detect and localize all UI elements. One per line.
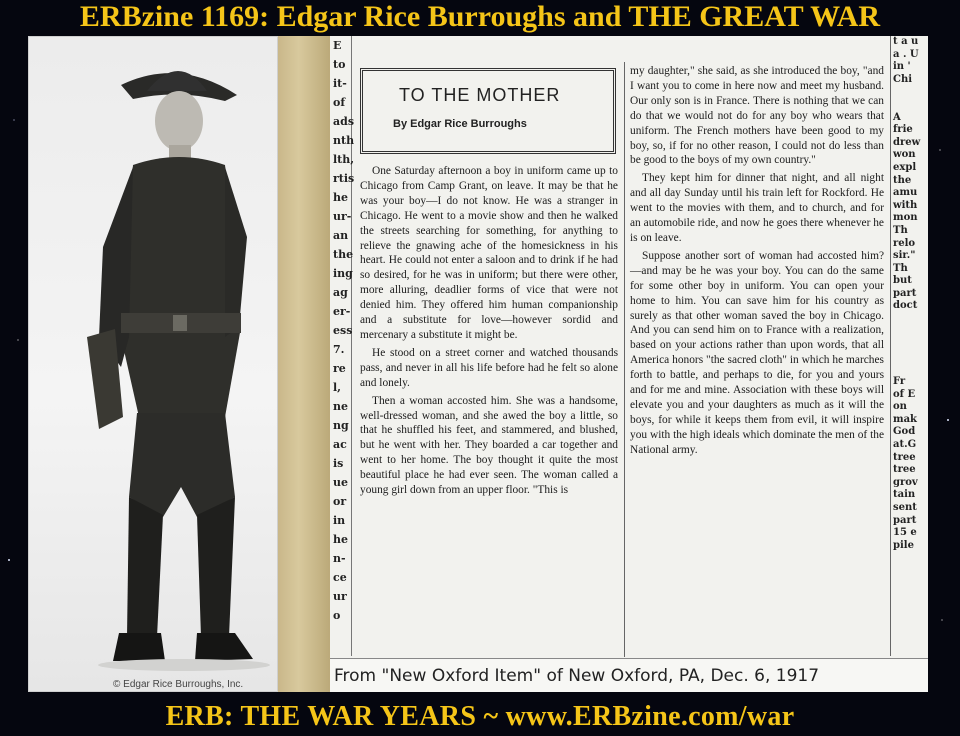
soldier-portrait-photo [28,36,278,692]
column-fragment: ag [333,286,348,299]
column-fragment: E [333,39,342,52]
column-fragment: ur- [333,210,352,223]
column-fragment: nth [333,134,355,147]
column-fragment: ur [333,590,347,603]
decorative-parchment-strip [278,36,330,692]
column-fragment: tain [893,489,916,501]
column-fragment: part [893,514,917,526]
newspaper-clipping [330,36,928,692]
column-fragment: a . U [893,48,919,60]
column-fragment: Th [893,262,908,274]
column-fragment: Th [893,224,908,236]
paragraph: my daughter," she said, as she introduced the boy, "and I want you to come in here now and meet my husband. Our only son is in France. There is nothing that we can do that we would not do for any boy who wears that uniform. The French mothers have been good to my boy, so, if for no other reason, I could not do less than be good to the boys of my own country." [630,65,884,167]
column-fragment: o [333,609,341,622]
paragraph: They kept him for dinner that night, and all night and all day Sunday until his train left for Rockford. He went to the movies with them, and to church, and for an automobile ride, and now he goes there whenever he is on leave. [630,172,884,244]
column-fragment: ce [333,571,347,584]
column-fragment: tree [893,464,916,476]
column-fragment [893,338,928,351]
column-fragment: ac [333,438,347,451]
paragraph: Then a woman accosted him. She was a handsome, well-dressed woman, and she awed the boy a little, so that he shuffled his feet, and stammered, and blushed, but he went with her. They boarded a car together and went to her home. The boy thought it quite the most beautiful place he had ever seen. The woman called a young girl down from an upper floor. "This is [360,394,618,497]
column-fragment: drew [893,136,921,148]
column-fragment: rtis [333,172,355,185]
column-fragment: in ' [893,61,911,73]
column-rule [890,36,891,656]
column-fragment: 15 e [893,527,917,539]
column-fragment [893,86,928,99]
column-fragment: amu [893,187,918,199]
soldier-silhouette [29,37,279,693]
column-fragment: God [893,426,916,438]
column-fragment: 7. [333,343,345,356]
column-fragment: pile [893,539,914,551]
column-fragment: A [893,111,901,123]
column-fragment: on [893,401,907,413]
photo-copyright-credit: © Edgar Rice Burroughs, Inc. [113,679,244,690]
column-fragment: ess [333,324,353,337]
column-fragment: doct [893,300,918,312]
column-fragment: ue [333,476,348,489]
article-column-1 [360,164,618,501]
paragraph: He stood on a street corner and watched thousands pass, and never in all his life before had he felt so alone and lonely. [360,346,618,389]
column-fragment [893,313,928,326]
column-fragment: but [893,275,912,287]
article-headline-box [360,68,616,154]
column-fragment: ads [333,115,355,128]
column-fragment: t a u [893,36,919,47]
footer-banner: ERB: THE WAR YEARS ~ www.ERBzine.com/war [165,701,795,732]
article-byline: By Edgar Rice Burroughs [393,118,527,130]
column-fragment: is [333,457,344,470]
column-fragment: Chi [893,73,913,85]
article-title: TO THE MOTHER [399,85,561,105]
column-fragment: an [333,229,349,242]
left-column-fragments [330,36,355,656]
column-fragment: n- [333,552,346,565]
column-fragment: he [333,533,348,546]
column-fragment: lth, [333,153,355,166]
column-fragment: he [333,191,348,204]
column-fragment: the [333,248,354,261]
source-citation: From "New Oxford Item" of New Oxford, PA, Dec. 6, 1917 [330,658,928,692]
column-fragment: ne [333,400,348,413]
column-fragment: l, [333,381,342,394]
column-fragment: sent [893,501,917,513]
column-fragment: re [333,362,346,375]
column-fragment: in [333,514,346,527]
column-fragment: the [893,174,912,186]
column-fragment: relo [893,237,916,249]
column-fragment: with [893,199,918,211]
column-fragment: part [893,287,917,299]
column-fragment: ng [333,419,349,432]
article-column-2 [630,64,884,461]
column-fragment: won [893,149,916,161]
column-fragment [893,351,928,364]
column-fragment: frie [893,124,913,136]
column-fragment: tree [893,451,916,463]
column-fragment: mak [893,413,917,425]
column-fragment: sir." [893,250,916,262]
column-fragment [893,99,928,112]
column-fragment [893,363,928,376]
column-fragment: grov [893,476,918,488]
column-fragment: it- [333,77,347,90]
column-rule [624,62,625,657]
column-fragment: Fr [893,376,906,388]
column-fragment: ing [333,267,353,280]
column-fragment: mon [893,212,918,224]
column-fragment: to [333,58,346,71]
paragraph: One Saturday afternoon a boy in uniform came up to Chicago from Camp Grant, on leave. It may be that he was your boy—I do not know. He was a stranger in Chicago. He went to a movie show and then he walked the streets searching for something, for anything to relieve the gnawing ache of the homesickness in his heart. He could not enter a saloon and to drink if he had so desired, for he was in uniform; but there were other, more alluring, deadlier forms of vice that were not denied him. They offered him human companionship and a substitute for love—however sordid and mercenary a substitute it might be. [360,165,618,341]
column-fragment: of [333,96,346,109]
page-title-banner: ERBzine 1169: Edgar Rice Burroughs and THE GREAT WAR [79,0,881,33]
column-fragment [893,326,928,339]
paragraph: Suppose another sort of woman had accosted him?—and may be he was your boy. You can do the same for some other boy in uniform. You can open your home to him. You can save him for his country as surely as that other woman saved the boy in Chicago. And you can send him on to France with a realization, based on your actions rather than upon words, that all America honors "the sacred cloth" in which he marches forth to battle, and perhaps to die, for you and yours and for me and mine. Association with these boys will elevate you and your daughters as much as it will the boys, for while it keeps them from evil, it will inspire you with the high ideals which dominate the men of the National army. [630,249,884,456]
column-fragment: or [333,495,347,508]
right-column-fragments [893,36,928,656]
column-fragment: at.G [893,439,917,450]
column-fragment: expl [893,161,917,173]
column-fragment: er- [333,305,351,318]
column-fragment: of E [893,388,916,400]
